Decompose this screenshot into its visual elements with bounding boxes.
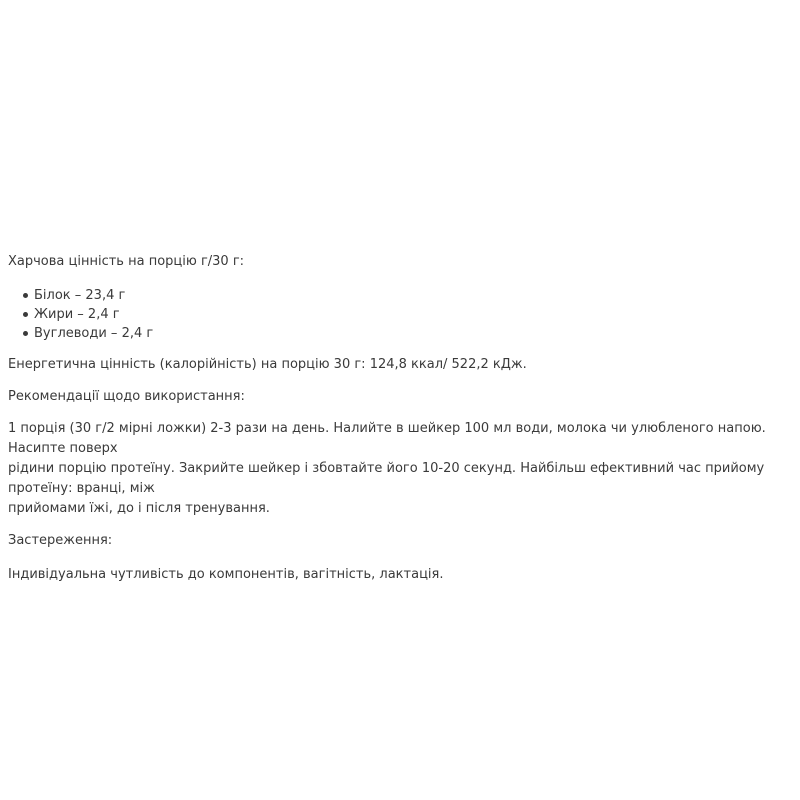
usage-line: рідини порцію протеїну. Закрийте шейкер і збовтайте його 10-20 секунд. Найбільш ефективний час прийому протеїну: вранці, між <box>8 461 765 496</box>
usage-instructions <box>8 419 788 519</box>
list-item <box>8 324 788 343</box>
energy-value: Енергетична цінність (калорійність) на порцію 30 г: 124,8 ккал/ 522,2 кДж. <box>8 357 527 372</box>
list-item <box>8 305 788 324</box>
nutrition-list <box>8 286 788 343</box>
usage-heading: Рекомендації щодо використання: <box>8 389 245 404</box>
nutrition-heading: Харчова цінність на порцію г/30 г: <box>8 254 245 269</box>
warnings-heading: Застереження: <box>8 533 113 548</box>
nutrient-carbs: Вуглеводи – 2,4 г <box>34 326 154 341</box>
usage-line: прийомами їжі, до і після тренування. <box>8 501 270 516</box>
nutrient-fat: Жири – 2,4 г <box>34 307 120 322</box>
bullet-icon <box>23 331 28 336</box>
bullet-icon <box>23 312 28 317</box>
warnings-text: Індивідуальна чутливість до компонентів, вагітність, лактація. <box>8 567 444 582</box>
nutrient-protein: Білок – 23,4 г <box>34 288 126 303</box>
product-description <box>8 252 788 585</box>
usage-line: 1 порція (30 г/2 мірні ложки) 2-3 рази на день. Налийте в шейкер 100 мл води, молока чи улюбленого напою. Насипте поверх <box>8 421 766 456</box>
bullet-icon <box>23 293 28 298</box>
list-item <box>8 286 788 305</box>
